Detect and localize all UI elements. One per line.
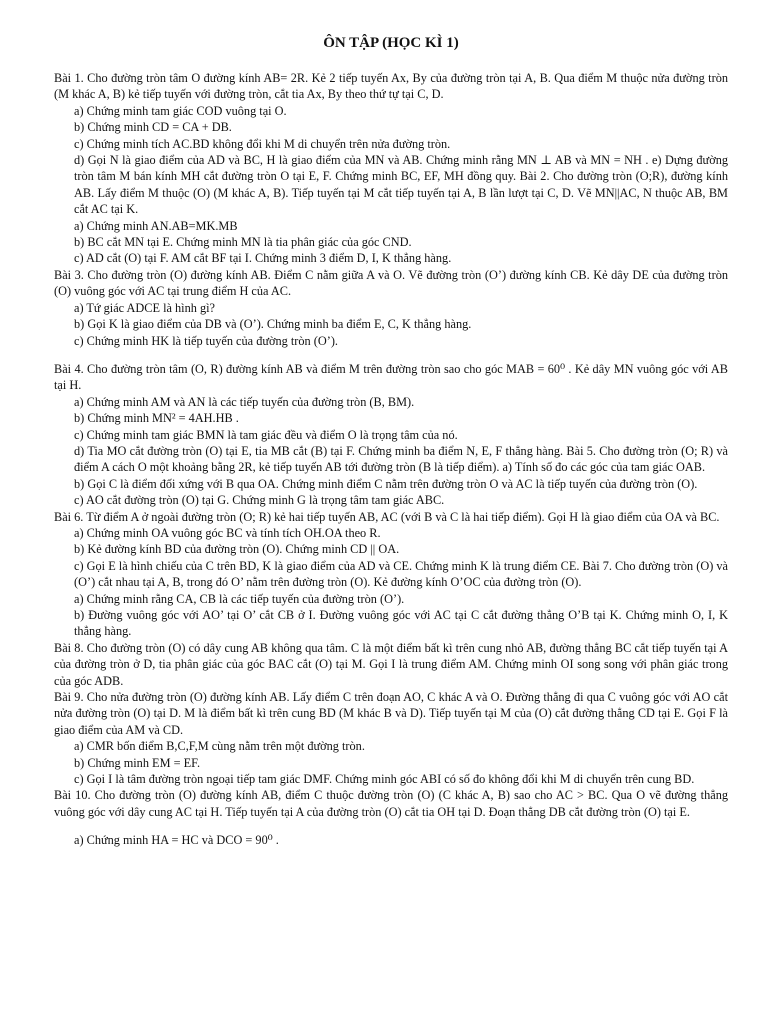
- document-title: ÔN TẬP (HỌC KÌ 1): [323, 35, 459, 51]
- problem-4-part-d-problem-5: d) Tia MO cắt đường tròn (O) tại E, tia MB cắt (B) tại F. Chứng minh ba điểm N, E, F thẳng hàng. Bài 5. Cho đường tròn (O; R) và điểm A cách O một khoảng bằng 2R, kẻ tiếp tuyến AB tới đường tròn (B là tiếp điểm). a) Tính số đo các góc của tam giác OAB.: [74, 443, 728, 475]
- problem-6-part-b: b) Kẻ đường kính BD của đường tròn (O). Chứng minh CD || OA.: [74, 542, 400, 557]
- problem-6-part-a: a) Chứng minh OA vuông góc BC và tính tích OH.OA theo R.: [74, 525, 381, 540]
- problem-2-part-b: b) BC cắt MN tại E. Chứng minh MN là tia phân giác của góc CND.: [74, 235, 412, 250]
- problem-9-statement: Bài 9. Cho nửa đường tròn (O) đường kính AB. Lấy điểm C trên đoạn AO, C khác A và O. Đường thẳng đi qua C vuông góc với AO cắt nửa đường tròn (O) tại D. M là điểm bất kì trên cung BD (M khác B và D). Tiếp tuyến tại M của (O) cắt đường thẳng CD tại E. Gọi F là giao điểm của AM và CD.: [54, 690, 728, 737]
- problem-7-part-b: b) Đường vuông góc với AO’ tại O’ cắt CB ở I. Đường vuông góc với AC tại C cắt đường thẳng O’B tại K. Chứng minh O, I, K thẳng hàng.: [74, 608, 728, 639]
- problem-4-part-c: c) Chứng minh tam giác BMN là tam giác đều và điểm O là trọng tâm của nó.: [74, 427, 458, 442]
- problem-9-part-b: b) Chứng minh EM = EF.: [74, 755, 201, 770]
- problem-3-part-c: c) Chứng minh HK là tiếp tuyến của đường tròn (O’).: [74, 333, 339, 348]
- problem-10-statement: Bài 10. Cho đường tròn (O) đường kính AB, điểm C thuộc đường tròn (O) (C khác A, B) sao cho AC > BC. Qua O vẽ đường thẳng vuông góc với dây cung AC tại H. Tiếp tuyến tại A của đường tròn (O) cắt tia OH tại D. Đoạn thẳng DB cắt đường tròn (O) tại E.: [54, 788, 728, 819]
- problem-7-part-a: a) Chứng minh rằng CA, CB là các tiếp tuyến của đường tròn (O’).: [74, 591, 405, 606]
- spacer: [54, 820, 728, 832]
- problem-1-part-b: b) Chứng minh CD = CA + DB.: [74, 120, 232, 135]
- problem-1-part-d-e-problem-2: d) Gọi N là giao điểm của AD và BC, H là giao điểm của MN và AB. Chứng minh rằng MN ⊥ AB và MN = NH . e) Dựng đường tròn tâm M bán kính MH cắt đường tròn O tại E, F. Chứng minh BC, EF, MH đồng quy. Bài 2. Cho đường tròn (O;R), đường kính AB. Lấy điểm M thuộc (O) (M khác A, B). Tiếp tuyến tại M cắt tiếp tuyến tại A, B lần lượt tại C, D. Vẽ MN||AC, N thuộc AB, BM cắt AC tại K.: [74, 153, 728, 217]
- problem-2-part-c: c) AD cắt (O) tại F. AM cắt BF tại I. Chứng minh 3 điểm D, I, K thẳng hàng.: [74, 251, 452, 266]
- problem-9-part-a: a) CMR bốn điểm B,C,F,M cùng nằm trên một đường tròn.: [74, 739, 365, 754]
- problem-5-part-b: b) Gọi C là điểm đối xứng với B qua OA. Chứng minh điểm C nằm trên đường tròn O và AC là tiếp tuyến của đường tròn (O).: [74, 476, 698, 491]
- problem-3-part-a: a) Tứ giác ADCE là hình gì?: [74, 300, 215, 315]
- problem-9-part-c: c) Gọi I là tâm đường tròn ngoại tiếp tam giác DMF. Chứng minh góc ABI có số đo không đổi khi M di chuyển trên cung BD.: [74, 772, 695, 787]
- problem-2-part-a: a) Chứng minh AN.AB=MK.MB: [74, 218, 238, 233]
- spacer: [54, 349, 728, 361]
- problem-6-statement: Bài 6. Từ điểm A ở ngoài đường tròn (O; R) kẻ hai tiếp tuyến AB, AC (với B và C là hai tiếp điểm). Gọi H là giao điểm của OA và BC.: [54, 509, 720, 524]
- problem-6-part-c-problem-7: c) Gọi E là hình chiếu của C trên BD, K là giao điểm của AD và CE. Chứng minh K là trung điểm CE. Bài 7. Cho đường tròn (O) và (O’) cắt nhau tại A, B, trong đó O’ nằm trên đường tròn (O). Kẻ đường kính O’OC của đường tròn (O).: [74, 558, 728, 590]
- problem-1-statement: Bài 1. Cho đường tròn tâm O đường kính AB= 2R. Kẻ 2 tiếp tuyến Ax, By của đường tròn tại A, B. Qua điểm M thuộc nửa đường tròn (M khác A, B) kẻ tiếp tuyến với đường tròn, cắt tia Ax, By theo thứ tự tại C, D.: [54, 71, 728, 102]
- problem-4-part-b: b) Chứng minh MN² = 4AH.HB .: [74, 411, 239, 426]
- problem-10-part-a: a) Chứng minh HA = HC và DCO = 90⁰ .: [74, 833, 279, 848]
- problem-3-part-b: b) Gọi K là giao điểm của DB và (O’). Chứng minh ba điểm E, C, K thẳng hàng.: [74, 317, 472, 332]
- problem-1-part-c: c) Chứng minh tích AC.BD không đổi khi M di chuyển trên nửa đường tròn.: [74, 136, 451, 151]
- problem-1-part-a: a) Chứng minh tam giác COD vuông tại O.: [74, 103, 287, 118]
- problem-8-statement: Bài 8. Cho đường tròn (O) có dây cung AB không qua tâm. C là một điểm bất kì trên cung nhỏ AB, đường thẳng BC cắt tiếp tuyến tại A của đường tròn ở D, tia phân giác của góc BAC cắt (O) tại M. Gọi I là trung điểm AM. Chứng minh OI song song với phân giác trong của góc ADB.: [54, 640, 728, 688]
- problem-4-statement: Bài 4. Cho đường tròn tâm (O, R) đường kính AB và điểm M trên đường tròn sao cho góc MAB = 60⁰ . Kẻ dây MN vuông góc với AB tại H.: [54, 361, 728, 393]
- problem-3-statement: Bài 3. Cho đường tròn (O) đường kính AB. Điểm C nằm giữa A và O. Vẽ đường tròn (O’) đường kính CB. Kẻ dây DE của đường tròn (O) vuông góc với AC tại trung điểm H của AC.: [54, 267, 728, 299]
- problem-5-part-c: c) AO cắt đường tròn (O) tại G. Chứng minh G là trọng tâm tam giác ABC.: [74, 493, 445, 508]
- problem-4-part-a: a) Chứng minh AM và AN là các tiếp tuyến của đường tròn (B, BM).: [74, 394, 415, 409]
